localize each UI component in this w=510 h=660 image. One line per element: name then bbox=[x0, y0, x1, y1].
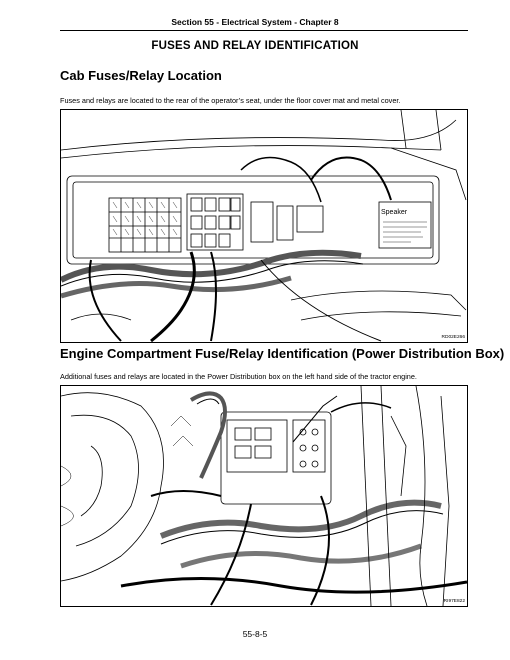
page-number: 55-8-5 bbox=[242, 629, 268, 639]
header-rule bbox=[60, 30, 468, 31]
engine-section-heading: Engine Compartment Fuse/Relay Identification (Power Distribution Box) bbox=[60, 346, 505, 361]
page-title: FUSES AND RELAY IDENTIFICATION bbox=[151, 40, 359, 52]
power-distribution-box-illustration bbox=[60, 385, 468, 607]
speaker-label: Speaker bbox=[381, 209, 408, 216]
engine-figure-id: RI97E822 bbox=[443, 599, 465, 604]
cab-fuse-relay-illustration bbox=[60, 109, 468, 343]
cab-section-description: Fuses and relays are located to the rear of the operator’s seat, under the floor cover mat and metal cover. bbox=[60, 96, 401, 105]
running-header: Section 55 - Electrical System - Chapter 8 bbox=[171, 17, 339, 27]
cab-fuse-line-drawing bbox=[61, 110, 467, 342]
cab-figure-id: RD02E266 bbox=[441, 335, 465, 340]
engine-section-description: Additional fuses and relays are located in the Power Distribution box on the left hand side of the tractor engine. bbox=[60, 372, 417, 381]
cab-section-heading: Cab Fuses/Relay Location bbox=[60, 68, 222, 83]
engine-compartment-line-drawing bbox=[61, 386, 467, 606]
